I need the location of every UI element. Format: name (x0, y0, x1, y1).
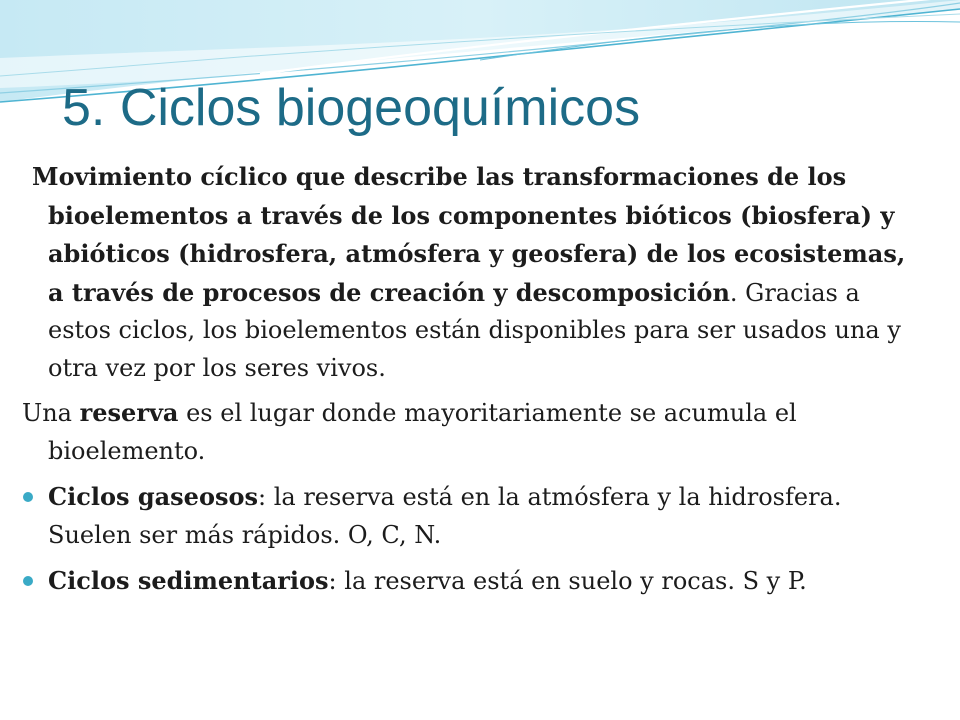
definition-bold-text: Movimiento cíclico que describe las transformaciones de los bioelementos a través de los componentes bióticos (biosfera) y abióticos (hidrosfera, atmósfera y geosfera) de los ecosistemas, a través de procesos de creación y descomposición (32, 162, 906, 307)
bullet-text: : la reserva está en la atmósfera y la hidrosfera. Suelen ser más rápidos. O, C, N. (48, 483, 842, 549)
definition-paragraph (32, 158, 924, 387)
reserve-text-after: es el lugar donde mayoritariamente se acumula el bioelemento. (48, 399, 797, 465)
bullet-bold-text: Ciclos sedimentarios (48, 566, 329, 595)
list-item (48, 478, 924, 554)
bullet-bold-text: Ciclos gaseosos (48, 482, 258, 511)
reserve-text-before: Una (22, 399, 80, 427)
definition-text: . Gracias a estos ciclos, los bioelementos están disponibles para ser usados una y otra vez por los seres vivos. (48, 278, 901, 382)
reserve-bold-text: reserva (79, 398, 179, 427)
reserve-paragraph (22, 394, 924, 470)
list-item (48, 562, 924, 601)
slide-title: 5. Ciclos biogeoquímicos (62, 79, 641, 137)
bullet-text: : la reserva está en suelo y rocas. S y P. (328, 567, 807, 595)
bullet-icon (23, 492, 33, 502)
bullet-icon (23, 576, 33, 586)
